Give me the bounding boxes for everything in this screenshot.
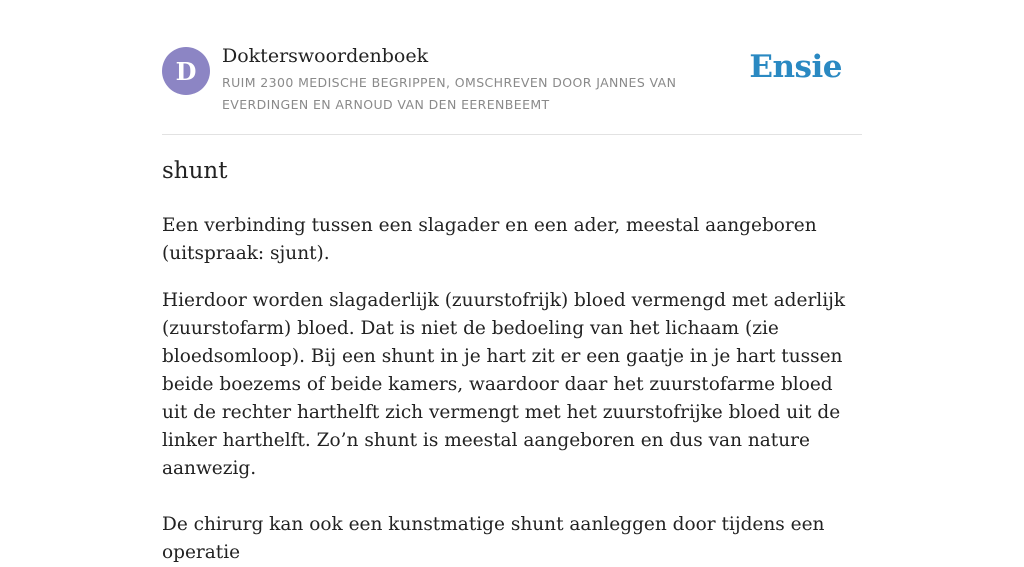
dictionary-title-link[interactable]: Dokterswoordenboek [222,45,429,67]
entry-term: shunt [162,158,228,184]
page [162,0,862,563]
definition-paragraph: Een verbinding tussen een slagader en een ader, meestal aangeboren (uitspraak: sjunt). [162,215,817,264]
entry-definition [162,212,862,567]
header [162,0,862,135]
definition-paragraph: Hierdoor worden slagaderlijk (zuurstofrijk) bloed vermengd met aderlijk (zuurstofarm) bloed. Dat is niet de bedoeling van het lichaam (zie bloedsomloop). Bij een shunt in je hart zit er een gaatje in je hart tussen beide boezems of beide kamers, waardoor daar het zuurstofarme bloed uit de rechter harthelft zich vermengt met het zuurstofrijke bloed uit de linker harthelft. Zo’n shunt is meestal aangeboren en dus van nature aanwezig. [162,290,846,479]
definition-paragraph: De chirurg kan ook een kunstmatige shunt aanleggen door tijdens een operatie [162,514,825,563]
ensie-logo-link[interactable]: Ensie [749,49,842,85]
dictionary-subtitle: RUIM 2300 MEDISCHE BEGRIPPEN, OMSCHREVEN DOOR JANNES VAN EVERDINGEN EN ARNOUD VAN DEN EERENBEEMT [222,75,677,112]
dictionary-avatar[interactable]: D [162,47,210,95]
